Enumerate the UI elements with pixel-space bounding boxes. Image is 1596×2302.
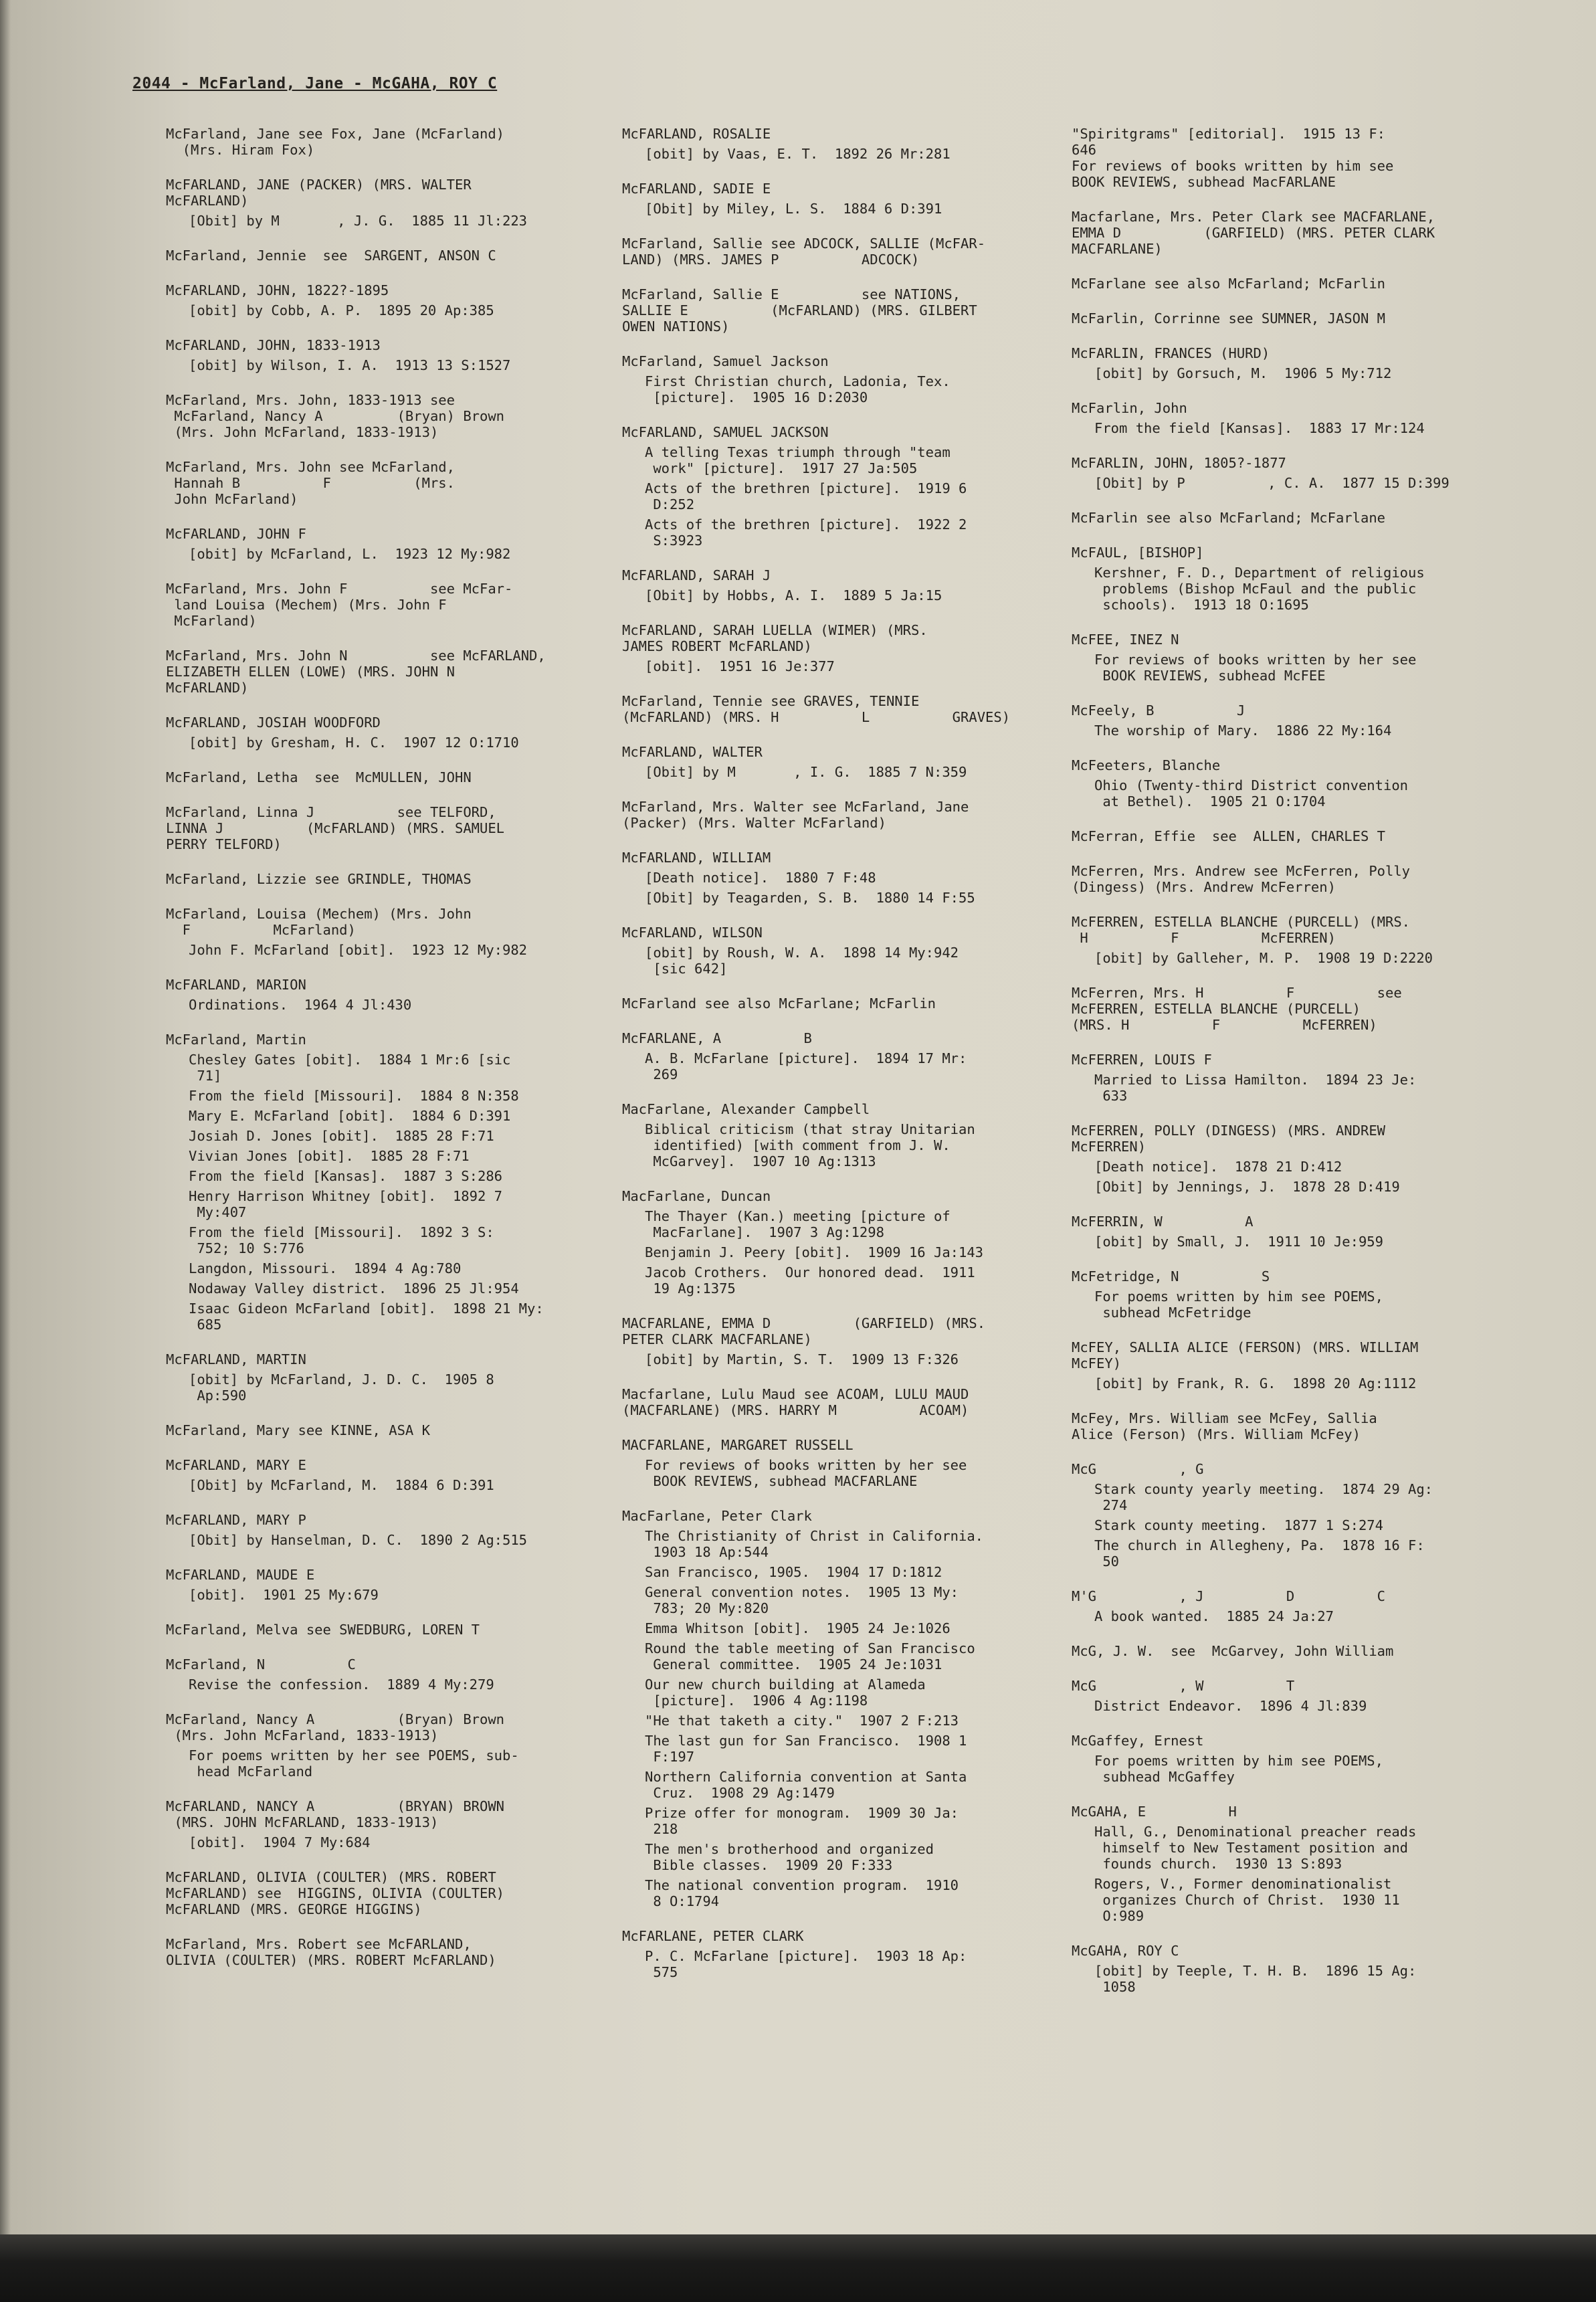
index-entry bbox=[622, 1508, 1057, 1909]
index-entry bbox=[166, 392, 594, 440]
entry-citation: Round the table meeting of San Francisco General committee. 1905 24 Je:1031 bbox=[645, 1640, 975, 1672]
index-entry bbox=[622, 424, 1057, 549]
entry-heading: McFEE, INEZ N bbox=[1072, 632, 1179, 648]
entry-heading: McFARLAND, ROSALIE bbox=[622, 126, 771, 142]
entry-citation: Langdon, Missouri. 1894 4 Ag:780 bbox=[189, 1260, 462, 1276]
entry-citation: For reviews of books written by her see BOOK REVIEWS, subhead MACFARLANE bbox=[645, 1457, 967, 1489]
index-entry bbox=[1072, 276, 1500, 292]
entry-heading: MacFarlane, Peter Clark bbox=[622, 1508, 812, 1524]
entry-citation: [obit] by Wilson, I. A. 1913 13 S:1527 bbox=[189, 357, 511, 373]
index-entry bbox=[166, 581, 594, 629]
index-entry bbox=[1072, 1461, 1500, 1569]
index-entry bbox=[622, 181, 1057, 217]
index-entry bbox=[1072, 1123, 1500, 1195]
entry-citation: San Francisco, 1905. 1904 17 D:1812 bbox=[645, 1564, 942, 1580]
entry-heading: McFARLAND, JOSIAH WOODFORD bbox=[166, 714, 381, 731]
index-entry bbox=[1072, 1339, 1500, 1392]
entry-citation: John F. McFarland [obit]. 1923 12 My:982 bbox=[189, 942, 528, 958]
entry-heading: MACFARLANE, EMMA D (GARFIELD) (MRS. PETER CLARK MACFARLANE) bbox=[622, 1315, 986, 1347]
entry-citation: The last gun for San Francisco. 1908 1 F:197 bbox=[645, 1733, 967, 1765]
entry-heading: McFEY, SALLIA ALICE (FERSON) (MRS. WILLIAM McFEY) bbox=[1072, 1339, 1419, 1371]
index-entry bbox=[622, 1188, 1057, 1297]
entry-citation: The men's brotherhood and organized Bible classes. 1909 20 F:333 bbox=[645, 1841, 934, 1873]
index-entry bbox=[1072, 1214, 1500, 1250]
entry-citation: [obit] by Martin, S. T. 1909 13 F:326 bbox=[645, 1351, 959, 1367]
entry-citation: General convention notes. 1905 13 My: 783; 20 My:820 bbox=[645, 1584, 959, 1616]
entry-citation: The Thayer (Kan.) meeting [picture of MacFarlane]. 1907 3 Ag:1298 bbox=[645, 1208, 951, 1240]
entry-citation: Emma Whitson [obit]. 1905 24 Je:1026 bbox=[645, 1620, 951, 1636]
entry-citation: The worship of Mary. 1886 22 My:164 bbox=[1094, 723, 1392, 739]
index-entry bbox=[1072, 914, 1500, 966]
entry-heading: McFARLAND, JOHN F bbox=[166, 526, 306, 542]
index-entry bbox=[166, 282, 594, 318]
entry-citation: [obit] by Cobb, A. P. 1895 20 Ap:385 bbox=[189, 302, 494, 318]
entry-heading: McFARLAND, WILLIAM bbox=[622, 850, 771, 866]
entry-heading: McFarland, Mary see KINNE, ASA K bbox=[166, 1422, 430, 1438]
index-entry bbox=[166, 906, 594, 958]
entry-heading: "Spiritgrams" [editorial]. 1915 13 F: 646 For reviews of books written by him see BOOK REVIEWS, subhead MacFARLANE bbox=[1072, 126, 1394, 190]
entry-heading: M'G , J D C bbox=[1072, 1588, 1385, 1604]
entry-citation: Chesley Gates [obit]. 1884 1 Mr:6 [sic 71] bbox=[189, 1052, 511, 1084]
entry-citation: First Christian church, Ladonia, Tex. [picture]. 1905 16 D:2030 bbox=[645, 373, 951, 405]
entry-heading: McGAHA, E H bbox=[1072, 1804, 1237, 1820]
index-entry bbox=[622, 693, 1057, 725]
index-entry bbox=[166, 337, 594, 373]
entry-heading: McFERREN, LOUIS F bbox=[1072, 1052, 1212, 1068]
entry-citation: [Obit] by M , I. G. 1885 7 N:359 bbox=[645, 764, 967, 780]
entry-heading: McGAHA, ROY C bbox=[1072, 1943, 1179, 1959]
entry-citation: [obit] by Gorsuch, M. 1906 5 My:712 bbox=[1094, 365, 1392, 381]
entry-citation: [obit] by McFarland, J. D. C. 1905 8 Ap:590 bbox=[189, 1371, 494, 1404]
index-entry bbox=[1072, 863, 1500, 895]
entry-citation: Rogers, V., Former denominationalist organizes Church of Christ. 1930 11 O:989 bbox=[1094, 1876, 1400, 1924]
entry-heading: McFARLANE, PETER CLARK bbox=[622, 1928, 804, 1944]
entry-heading: McG , G bbox=[1072, 1461, 1204, 1477]
entry-citation: Josiah D. Jones [obit]. 1885 28 F:71 bbox=[189, 1128, 494, 1144]
entry-citation: The Christianity of Christ in California. 1903 18 Ap:544 bbox=[645, 1528, 984, 1560]
entry-citation: [Obit] by M , J. G. 1885 11 Jl:223 bbox=[189, 213, 528, 229]
entry-heading: MACFARLANE, MARGARET RUSSELL bbox=[622, 1437, 854, 1453]
entry-heading: McFey, Mrs. William see McFey, Sallia Alice (Ferson) (Mrs. William McFey) bbox=[1072, 1410, 1377, 1442]
index-entry bbox=[166, 769, 594, 785]
index-entry bbox=[1072, 1052, 1500, 1104]
entry-citation: Nodaway Valley district. 1896 25 Jl:954 bbox=[189, 1280, 519, 1297]
index-entry bbox=[1072, 1804, 1500, 1924]
index-entry bbox=[622, 235, 1057, 268]
index-entry bbox=[622, 286, 1057, 334]
entry-citation: For poems written by him see POEMS, subhead McGaffey bbox=[1094, 1753, 1383, 1785]
index-entry bbox=[166, 248, 594, 264]
entry-citation: [Death notice]. 1878 21 D:412 bbox=[1094, 1159, 1342, 1175]
entry-citation: For poems written by her see POEMS, sub- head McFarland bbox=[189, 1747, 519, 1780]
index-entry bbox=[622, 925, 1057, 977]
index-entry bbox=[1072, 702, 1500, 739]
entry-citation: A. B. McFarlane [picture]. 1894 17 Mr: 269 bbox=[645, 1050, 967, 1082]
index-column-3 bbox=[1072, 126, 1500, 2014]
entry-citation: [Obit] by Hobbs, A. I. 1889 5 Ja:15 bbox=[645, 587, 942, 603]
entry-citation: [obit] by Gresham, H. C. 1907 12 O:1710 bbox=[189, 735, 519, 751]
index-entry bbox=[1072, 126, 1500, 190]
entry-citation: A book wanted. 1885 24 Ja:27 bbox=[1094, 1608, 1334, 1624]
entry-citation: For reviews of books written by her see BOOK REVIEWS, subhead McFEE bbox=[1094, 652, 1417, 684]
entry-citation: [obit]. 1904 7 My:684 bbox=[189, 1834, 371, 1850]
entry-heading: McFARLAND, SARAH J bbox=[622, 567, 771, 583]
index-column-2 bbox=[622, 126, 1057, 1999]
entry-heading: McFarland, Nancy A (Bryan) Brown (Mrs. John McFarland, 1833-1913) bbox=[166, 1711, 505, 1743]
index-entry bbox=[166, 1869, 594, 1917]
entry-heading: McFeeters, Blanche bbox=[1072, 757, 1221, 773]
entry-citation: Prize offer for monogram. 1909 30 Ja: 218 bbox=[645, 1805, 959, 1837]
entry-heading: McFARLAND, NANCY A (BRYAN) BROWN (MRS. JOHN McFARLAND, 1833-1913) bbox=[166, 1798, 505, 1830]
entry-heading: McFERRIN, W A bbox=[1072, 1214, 1254, 1230]
entry-citation: Our new church building at Alameda [picture]. 1906 4 Ag:1198 bbox=[645, 1676, 926, 1709]
entry-heading: MacFarlane, Alexander Campbell bbox=[622, 1101, 870, 1117]
index-entry bbox=[622, 744, 1057, 780]
index-entry bbox=[166, 1711, 594, 1780]
index-entry bbox=[166, 871, 594, 887]
index-entry bbox=[1072, 510, 1500, 526]
entry-citation: Vivian Jones [obit]. 1885 28 F:71 bbox=[189, 1148, 470, 1164]
entry-heading: McFarland, Jennie see SARGENT, ANSON C bbox=[166, 248, 496, 264]
index-entry bbox=[1072, 1643, 1500, 1659]
entry-heading: McGaffey, Ernest bbox=[1072, 1733, 1204, 1749]
entry-heading: McFARLAND, SARAH LUELLA (WIMER) (MRS. JAMES ROBERT McFARLAND) bbox=[622, 622, 928, 654]
entry-heading: McFarland, Letha see McMULLEN, JOHN bbox=[166, 769, 472, 785]
index-entry bbox=[1072, 455, 1500, 491]
entry-heading: McG, J. W. see McGarvey, John William bbox=[1072, 1643, 1394, 1659]
entry-heading: McFERREN, ESTELLA BLANCHE (PURCELL) (MRS. H F McFERREN) bbox=[1072, 914, 1411, 946]
entry-heading: McFarland, Sallie see ADCOCK, SALLIE (McFAR- LAND) (MRS. JAMES P ADCOCK) bbox=[622, 235, 986, 268]
index-entry bbox=[166, 1798, 594, 1850]
index-entry bbox=[1072, 209, 1500, 257]
entry-citation: [obit] by Frank, R. G. 1898 20 Ag:1112 bbox=[1094, 1375, 1417, 1392]
entry-citation: "He that taketh a city." 1907 2 F:213 bbox=[645, 1713, 959, 1729]
entry-citation: P. C. McFarlane [picture]. 1903 18 Ap: 575 bbox=[645, 1948, 967, 1980]
entry-heading: McFetridge, N S bbox=[1072, 1268, 1270, 1284]
index-entry bbox=[1072, 757, 1500, 809]
entry-heading: McFARLIN, FRANCES (HURD) bbox=[1072, 345, 1270, 361]
entry-citation: The church in Allegheny, Pa. 1878 16 F: 50 bbox=[1094, 1537, 1425, 1569]
entry-heading: McFerran, Effie see ALLEN, CHARLES T bbox=[1072, 828, 1385, 844]
entry-heading: McFARLAND, MARTIN bbox=[166, 1351, 306, 1367]
entry-citation: [Obit] by P , C. A. 1877 15 D:399 bbox=[1094, 475, 1450, 491]
entry-heading: McFARLAND, WALTER bbox=[622, 744, 763, 760]
index-entry bbox=[166, 1032, 594, 1333]
index-entry bbox=[1072, 1678, 1500, 1714]
entry-heading: McFerren, Mrs. H F see McFERREN, ESTELLA BLANCHE (PURCELL) (MRS. H F McFERREN) bbox=[1072, 985, 1402, 1033]
index-entry bbox=[622, 567, 1057, 603]
index-entry bbox=[1072, 1733, 1500, 1785]
index-entry bbox=[1072, 1410, 1500, 1442]
index-entry bbox=[1072, 632, 1500, 684]
entry-heading: McFarland, Mrs. Walter see McFarland, Jane (Packer) (Mrs. Walter McFarland) bbox=[622, 799, 969, 831]
entry-heading: McFarland, Jane see Fox, Jane (McFarland) (Mrs. Hiram Fox) bbox=[166, 126, 505, 158]
index-entry bbox=[166, 1512, 594, 1548]
entry-citation: [Obit] by Jennings, J. 1878 28 D:419 bbox=[1094, 1179, 1400, 1195]
entry-heading: Macfarlane, Mrs. Peter Clark see MACFARLANE, EMMA D (GARFIELD) (MRS. PETER CLARK MACFARLANE) bbox=[1072, 209, 1435, 257]
entry-heading: McFarland see also McFarlane; McFarlin bbox=[622, 995, 936, 1012]
index-entry bbox=[1072, 400, 1500, 436]
entry-heading: McFARLAND, SADIE E bbox=[622, 181, 771, 197]
entry-heading: McFARLAND, MAUDE E bbox=[166, 1567, 315, 1583]
index-entry bbox=[166, 1351, 594, 1404]
page-header: 2044 - McFarland, Jane - McGAHA, ROY C bbox=[132, 75, 498, 92]
entry-citation: Northern California convention at Santa Cruz. 1908 29 Ag:1479 bbox=[645, 1769, 967, 1801]
entry-heading: McFarland, Louisa (Mechem) (Mrs. John F McFarland) bbox=[166, 906, 472, 938]
entry-citation: [obit] by Teeple, T. H. B. 1896 15 Ag: 1058 bbox=[1094, 1963, 1417, 1995]
entry-citation: [obit] by Roush, W. A. 1898 14 My:942 [sic 642] bbox=[645, 945, 959, 977]
entry-citation: Acts of the brethren [picture]. 1922 2 S:3923 bbox=[645, 516, 967, 549]
entry-heading: McFARLAND, MARY P bbox=[166, 1512, 306, 1528]
index-entry bbox=[166, 1622, 594, 1638]
entry-heading: McFarland, Melva see SWEDBURG, LOREN T bbox=[166, 1622, 480, 1638]
entry-heading: McFARLAND, WILSON bbox=[622, 925, 763, 941]
index-entry bbox=[622, 799, 1057, 831]
entry-citation: From the field [Kansas]. 1887 3 S:286 bbox=[189, 1168, 502, 1184]
entry-heading: McFarland, Samuel Jackson bbox=[622, 353, 829, 369]
entry-citation: Stark county meeting. 1877 1 S:274 bbox=[1094, 1517, 1383, 1533]
index-entry bbox=[1072, 345, 1500, 381]
index-entry bbox=[622, 1315, 1057, 1367]
index-entry bbox=[622, 1437, 1057, 1489]
entry-citation: Jacob Crothers. Our honored dead. 1911 19 Ag:1375 bbox=[645, 1264, 975, 1297]
entry-heading: McFARLAND, JOHN, 1833-1913 bbox=[166, 337, 381, 353]
entry-citation: From the field [Missouri]. 1892 3 S: 752; 10 S:776 bbox=[189, 1224, 494, 1256]
entry-citation: [obit] by Galleher, M. P. 1908 19 D:2220 bbox=[1094, 950, 1433, 966]
entry-heading: McFarland, Mrs. John, 1833-1913 see McFarland, Nancy A (Bryan) Brown (Mrs. John McFarland, 1833-1913) bbox=[166, 392, 505, 440]
entry-heading: McFARLAND, OLIVIA (COULTER) (MRS. ROBERT McFARLAND) see HIGGINS, OLIVIA (COULTER) McFARLAND (MRS. GEORGE HIGGINS) bbox=[166, 1869, 505, 1917]
entry-citation: Isaac Gideon McFarland [obit]. 1898 21 My: 685 bbox=[189, 1301, 544, 1333]
index-entry bbox=[1072, 545, 1500, 613]
entry-citation: Ordinations. 1964 4 Jl:430 bbox=[189, 997, 412, 1013]
entry-citation: Mary E. McFarland [obit]. 1884 6 D:391 bbox=[189, 1108, 511, 1124]
index-entry bbox=[622, 850, 1057, 906]
entry-heading: McFARLAND, SAMUEL JACKSON bbox=[622, 424, 829, 440]
entry-heading: McFarland, Tennie see GRAVES, TENNIE (McFARLAND) (MRS. H L GRAVES) bbox=[622, 693, 1011, 725]
entry-citation: District Endeavor. 1896 4 Jl:839 bbox=[1094, 1698, 1367, 1714]
index-entry bbox=[166, 714, 594, 751]
entry-heading: McFerren, Mrs. Andrew see McFerren, Polly (Dingess) (Mrs. Andrew McFerren) bbox=[1072, 863, 1411, 895]
entry-citation: A telling Texas triumph through "team work" [picture]. 1917 27 Ja:505 bbox=[645, 444, 951, 476]
entry-heading: McFERREN, POLLY (DINGESS) (MRS. ANDREW McFERREN) bbox=[1072, 1123, 1385, 1155]
entry-citation: From the field [Kansas]. 1883 17 Mr:124 bbox=[1094, 420, 1425, 436]
entry-heading: McFarland, Martin bbox=[166, 1032, 306, 1048]
entry-heading: McFarlin, John bbox=[1072, 400, 1187, 416]
entry-heading: McFarlane see also McFarland; McFarlin bbox=[1072, 276, 1385, 292]
index-entry bbox=[166, 977, 594, 1013]
entry-citation: Henry Harrison Whitney [obit]. 1892 7 My:407 bbox=[189, 1188, 502, 1220]
entry-heading: McG , W T bbox=[1072, 1678, 1295, 1694]
entry-citation: The national convention program. 1910 8 O:1794 bbox=[645, 1877, 959, 1909]
index-entry bbox=[1072, 1588, 1500, 1624]
entry-citation: [obit] by Small, J. 1911 10 Je:959 bbox=[1094, 1234, 1383, 1250]
entry-heading: McFARLAND, MARION bbox=[166, 977, 306, 993]
index-entry bbox=[166, 1422, 594, 1438]
index-entry bbox=[622, 622, 1057, 674]
index-entry bbox=[1072, 310, 1500, 326]
index-entry bbox=[622, 1386, 1057, 1418]
entry-citation: Married to Lissa Hamilton. 1894 23 Je: 633 bbox=[1094, 1072, 1417, 1104]
entry-citation: Benjamin J. Peery [obit]. 1909 16 Ja:143 bbox=[645, 1244, 984, 1260]
entry-citation: [Obit] by Hanselman, D. C. 1890 2 Ag:515 bbox=[189, 1532, 528, 1548]
entry-heading: McFARLAND, JANE (PACKER) (MRS. WALTER McFARLAND) bbox=[166, 177, 472, 209]
entry-heading: McFarland, Sallie E see NATIONS, SALLIE E (McFARLAND) (MRS. GILBERT OWEN NATIONS) bbox=[622, 286, 977, 334]
index-entry bbox=[622, 1101, 1057, 1169]
index-entry bbox=[622, 353, 1057, 405]
index-column-1 bbox=[166, 126, 594, 1987]
entry-citation: [obit]. 1951 16 Je:377 bbox=[645, 658, 835, 674]
index-entry bbox=[622, 126, 1057, 162]
index-entry bbox=[1072, 828, 1500, 844]
entry-heading: McFARLIN, JOHN, 1805?-1877 bbox=[1072, 455, 1286, 471]
index-entry bbox=[622, 1030, 1057, 1082]
index-entry bbox=[166, 1457, 594, 1493]
entry-heading: McFarland, Mrs. John F see McFar- land Louisa (Mechem) (Mrs. John F McFarland) bbox=[166, 581, 513, 629]
index-entry bbox=[1072, 1268, 1500, 1321]
index-entry bbox=[166, 1656, 594, 1693]
index-entry bbox=[166, 804, 594, 852]
index-entry bbox=[166, 1936, 594, 1968]
index-entry bbox=[166, 459, 594, 507]
entry-heading: McFARLANE, A B bbox=[622, 1030, 812, 1046]
entry-heading: McFarland, N C bbox=[166, 1656, 356, 1672]
entry-citation: Kershner, F. D., Department of religious problems (Bishop McFaul and the public schools). 1913 18 O:1695 bbox=[1094, 565, 1425, 613]
entry-citation: Revise the confession. 1889 4 My:279 bbox=[189, 1676, 494, 1693]
entry-heading: McFarlin, Corrinne see SUMNER, JASON M bbox=[1072, 310, 1385, 326]
entry-citation: [Obit] by Teagarden, S. B. 1880 14 F:55 bbox=[645, 890, 975, 906]
entry-citation: From the field [Missouri]. 1884 8 N:358 bbox=[189, 1088, 519, 1104]
entry-heading: McFarland, Mrs. Robert see McFARLAND, OLIVIA (COULTER) (MRS. ROBERT McFARLAND) bbox=[166, 1936, 496, 1968]
entry-citation: Stark county yearly meeting. 1874 29 Ag: 274 bbox=[1094, 1481, 1433, 1513]
entry-citation: Acts of the brethren [picture]. 1919 6 D:252 bbox=[645, 480, 967, 512]
entry-citation: Ohio (Twenty-third District convention at Bethel). 1905 21 O:1704 bbox=[1094, 777, 1408, 809]
index-entry bbox=[622, 1928, 1057, 1980]
entry-citation: For poems written by him see POEMS, subhead McFetridge bbox=[1094, 1288, 1383, 1321]
entry-citation: [obit] by McFarland, L. 1923 12 My:982 bbox=[189, 546, 511, 562]
index-entry bbox=[166, 648, 594, 696]
entry-heading: McFARLAND, MARY E bbox=[166, 1457, 306, 1473]
entry-citation: [Obit] by Miley, L. S. 1884 6 D:391 bbox=[645, 201, 942, 217]
index-entry bbox=[1072, 985, 1500, 1033]
index-entry bbox=[166, 1567, 594, 1603]
entry-heading: McFarland, Mrs. John see McFarland, Hannah B F (Mrs. John McFarland) bbox=[166, 459, 455, 507]
entry-citation: [Obit] by McFarland, M. 1884 6 D:391 bbox=[189, 1477, 494, 1493]
entry-heading: MacFarlane, Duncan bbox=[622, 1188, 771, 1204]
entry-heading: McFarland, Mrs. John N see McFARLAND, ELIZABETH ELLEN (LOWE) (MRS. JOHN N McFARLAND) bbox=[166, 648, 546, 696]
entry-heading: McFarland, Lizzie see GRINDLE, THOMAS bbox=[166, 871, 472, 887]
entry-heading: Macfarlane, Lulu Maud see ACOAM, LULU MAUD (MACFARLANE) (MRS. HARRY M ACOAM) bbox=[622, 1386, 969, 1418]
entry-heading: McFARLAND, JOHN, 1822?-1895 bbox=[166, 282, 389, 298]
index-entry bbox=[166, 177, 594, 229]
scan-edge bbox=[0, 2234, 1596, 2302]
index-entry bbox=[1072, 1943, 1500, 1995]
index-entry bbox=[166, 526, 594, 562]
index-entry bbox=[622, 995, 1057, 1012]
entry-heading: McFAUL, [BISHOP] bbox=[1072, 545, 1204, 561]
entry-citation: [Death notice]. 1880 7 F:48 bbox=[645, 870, 876, 886]
entry-citation: Biblical criticism (that stray Unitarian identified) [with comment from J. W. McGarvey]. 1907 10 Ag:1313 bbox=[645, 1121, 975, 1169]
entry-heading: McFarland, Linna J see TELFORD, LINNA J (McFARLAND) (MRS. SAMUEL PERRY TELFORD) bbox=[166, 804, 505, 852]
entry-citation: [obit] by Vaas, E. T. 1892 26 Mr:281 bbox=[645, 146, 951, 162]
index-entry bbox=[166, 126, 594, 158]
entry-heading: McFeely, B J bbox=[1072, 702, 1245, 718]
entry-heading: McFarlin see also McFarland; McFarlane bbox=[1072, 510, 1385, 526]
binding-shadow bbox=[0, 0, 11, 2234]
entry-citation: [obit]. 1901 25 My:679 bbox=[189, 1587, 379, 1603]
entry-citation: Hall, G., Denominational preacher reads himself to New Testament position and founds church. 1930 13 S:893 bbox=[1094, 1824, 1417, 1872]
